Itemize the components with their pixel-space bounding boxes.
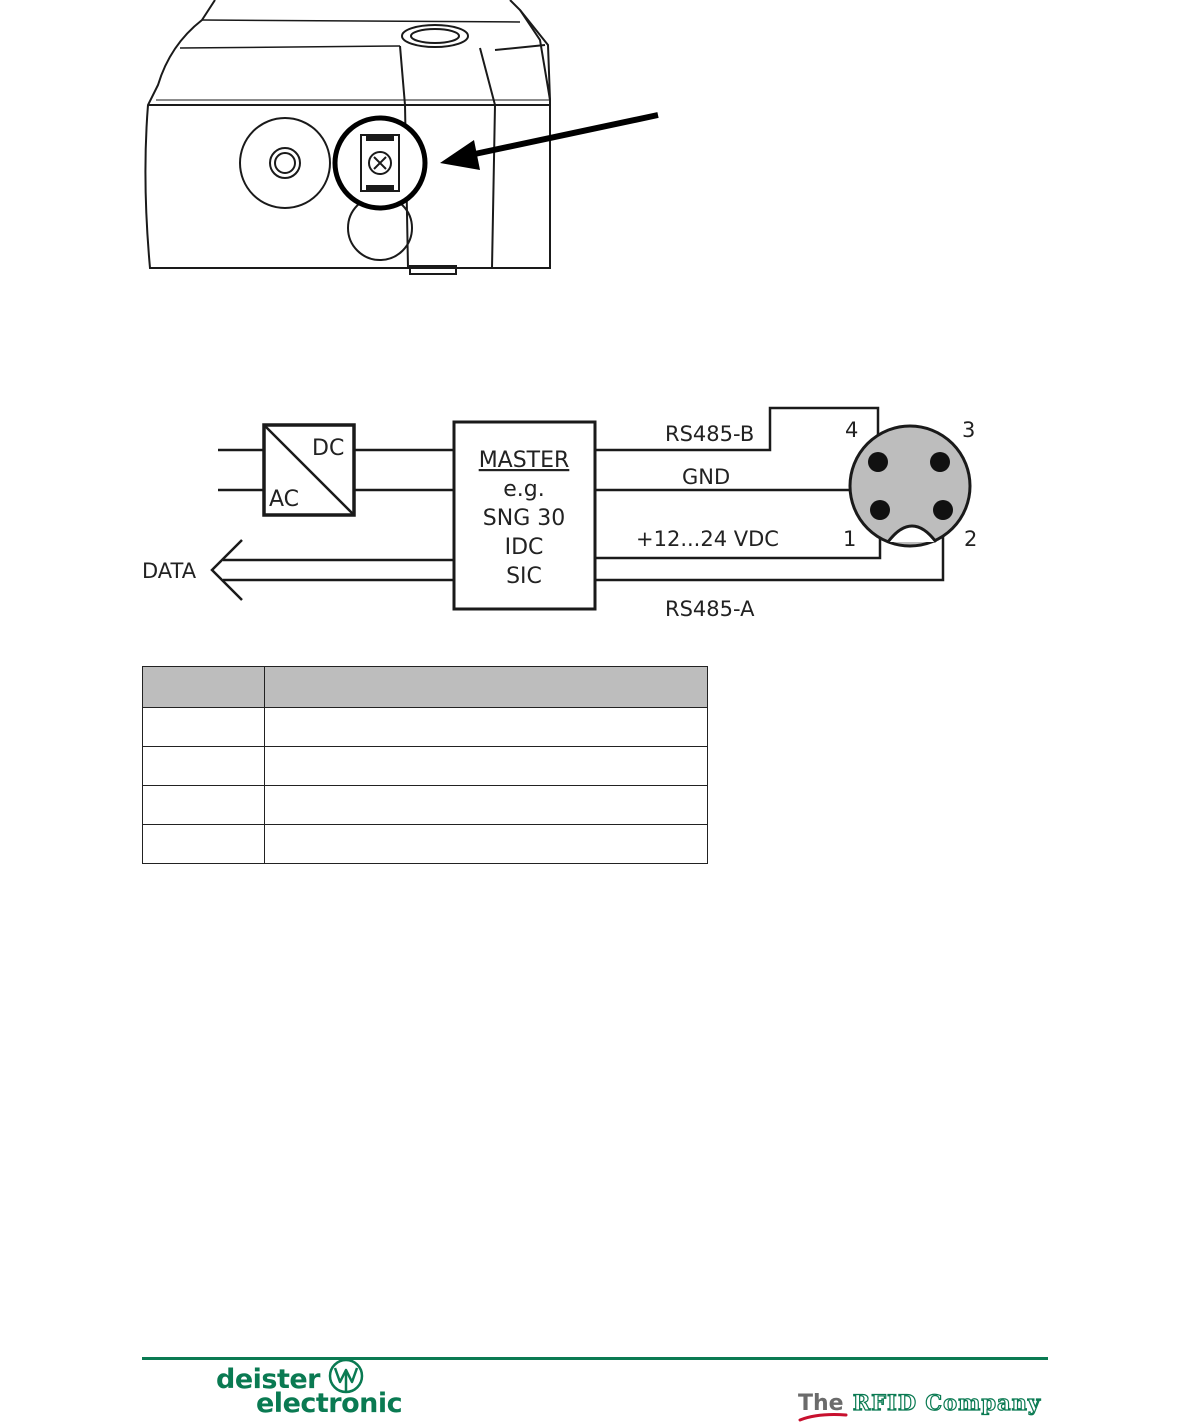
table-cell (265, 786, 708, 825)
master-line-1: MASTER (478, 448, 570, 473)
master-line-5: SIC (506, 564, 542, 589)
table-cell (143, 786, 265, 825)
data-label: DATA (142, 559, 197, 583)
table-row (143, 747, 708, 786)
wire-rs485a-label: RS485-A (665, 597, 755, 620)
table-cell (143, 747, 265, 786)
wire-power-label: +12...24 VDC (636, 527, 779, 551)
table-header-row (143, 667, 708, 708)
pin-1-label: 1 (843, 527, 857, 551)
table-header-function (265, 667, 708, 708)
tagline-rfid-company: RFID Company (852, 1390, 1042, 1415)
brand-logo-icon (326, 1356, 366, 1396)
pin-4-label: 4 (845, 418, 859, 442)
table-cell (143, 825, 265, 864)
table-header-pin (143, 667, 265, 708)
footer-divider (142, 1357, 1048, 1360)
master-line-2: e.g. (503, 477, 545, 502)
tagline-the: The (798, 1391, 844, 1416)
table-cell (265, 747, 708, 786)
master-line-3: SNG 30 (482, 506, 566, 531)
pin-3-label: 3 (962, 418, 976, 442)
wiring-diagram (130, 400, 1000, 620)
ac-label: AC (269, 487, 300, 512)
master-line-4: IDC (504, 535, 544, 560)
table-cell (265, 825, 708, 864)
wire-rs485b-label: RS485-B (665, 422, 755, 446)
pointer-arrow-icon (430, 100, 670, 180)
tagline-swoosh-icon (798, 1412, 850, 1422)
table-row (143, 708, 708, 747)
pin-assignment-table (142, 666, 708, 864)
pin-2-label: 2 (964, 527, 978, 551)
m12-connector (850, 426, 970, 546)
dc-label: DC (312, 436, 345, 461)
table-cell (265, 708, 708, 747)
brand-name-line2: electronic (256, 1388, 403, 1419)
table-row (143, 825, 708, 864)
table-row (143, 786, 708, 825)
brand-name-line1: deister (216, 1364, 320, 1395)
wire-gnd-label: GND (682, 465, 731, 489)
table-cell (143, 708, 265, 747)
